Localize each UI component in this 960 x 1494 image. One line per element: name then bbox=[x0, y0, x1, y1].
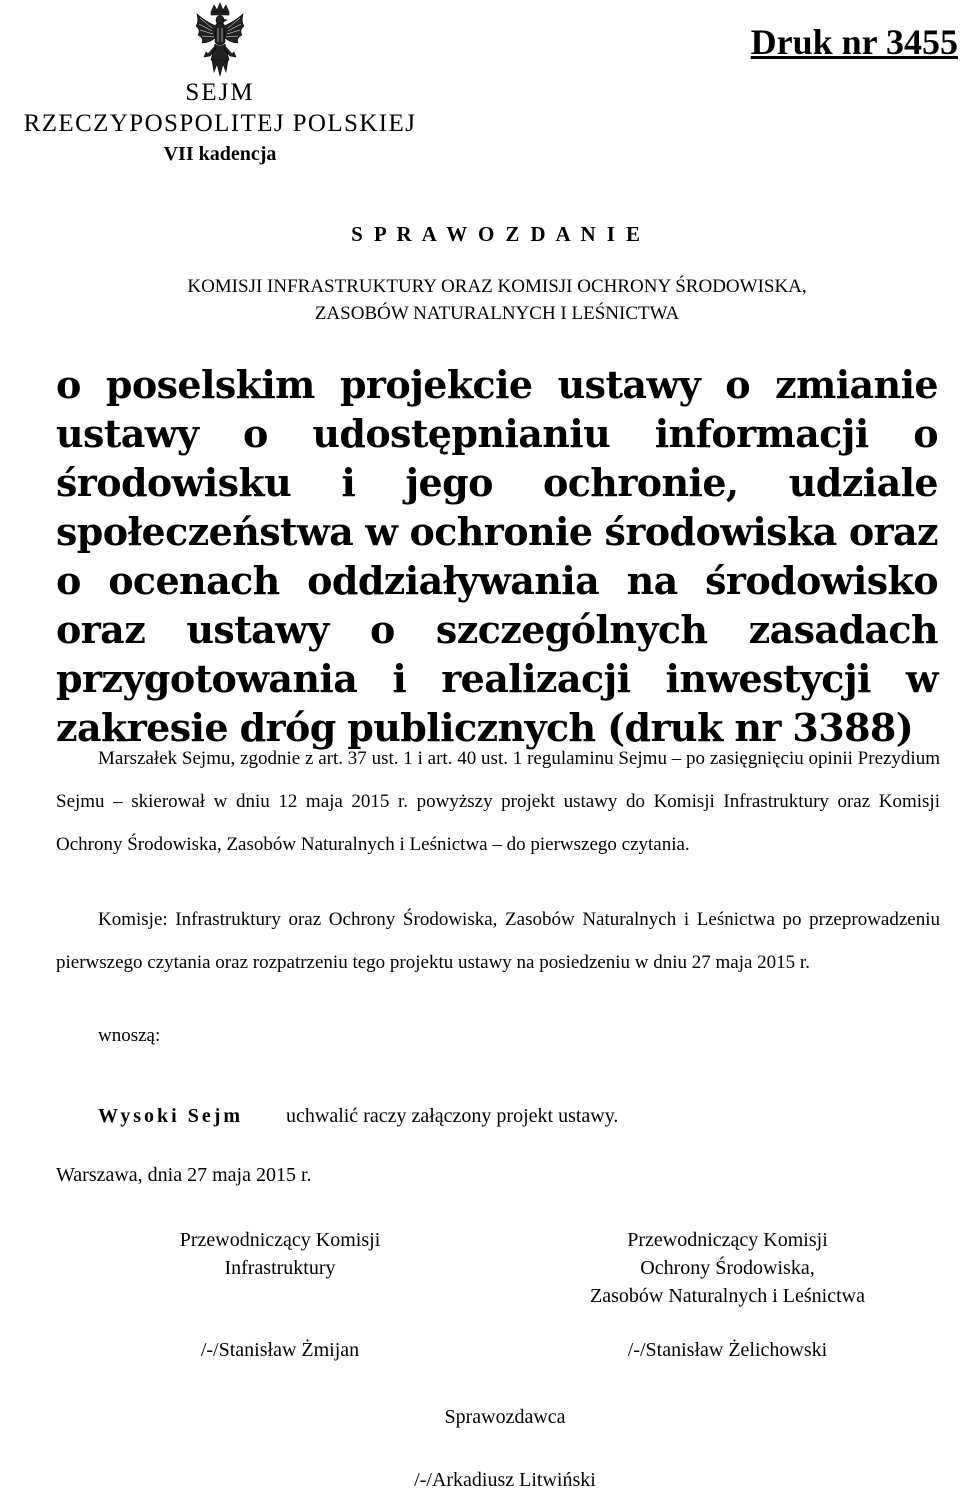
paragraph-referral: Marszałek Sejmu, zgodnie z art. 37 ust. 1 i art. 40 ust. 1 regulaminu Sejmu – po zasięgnięciu opinii Prezydium Sejmu – skierował w dniu 12 maja 2015 r. powyższy projekt ustawy do Komisji Infrastruktury oraz Komisji Ochrony Środowiska, Zasobów Naturalnych i Leśnictwa – do pierwszego czytania. bbox=[56, 748, 940, 855]
rapporteur-label: Sprawozdawca bbox=[444, 1406, 566, 1428]
right-signatory-name: /-/Stanisław Żelichowski bbox=[627, 1339, 828, 1361]
institution-country: RZECZYPOSPOLITEJ POLSKIEJ bbox=[23, 110, 417, 137]
print-number: Druk nr 3455 bbox=[750, 22, 958, 62]
right-signatory-title bbox=[540, 1226, 915, 1310]
addressee: Wysoki Sejm bbox=[98, 1105, 244, 1127]
committees-line-1: KOMISJI INFRASTRUKTURY ORAZ KOMISJI OCHRONY ŚRODOWISKA, bbox=[187, 276, 807, 297]
left-signatory-name: /-/Stanisław Żmijan bbox=[200, 1339, 360, 1361]
institution-name: SEJM bbox=[185, 79, 255, 106]
left-title-line-1: Przewodniczący Komisji bbox=[179, 1229, 381, 1251]
left-title-line-2: Infrastruktury bbox=[224, 1257, 336, 1279]
report-heading: S P R A W O Z D A N I E bbox=[351, 222, 643, 246]
right-title-line-3: Zasobów Naturalnych i Leśnictwa bbox=[590, 1285, 865, 1307]
polish-eagle-emblem bbox=[192, 2, 248, 78]
place-date: Warszawa, dnia 27 maja 2015 r. bbox=[56, 1164, 312, 1186]
bill-title: o poselskim projekcie ustawy o zmianie ustawy o udostępnianiu informacji o środowisku i jego ochronie, udziale społeczeństwa w ochronie środowiska oraz o ocenach oddziaływania na środowisko oraz ustawy o szczególnych zasadach przygotowania i realizacji inwestycji w zakresie dróg publicznych (druk nr 3388) bbox=[56, 362, 938, 750]
term-label: VII kadencja bbox=[163, 143, 277, 165]
committees-line-2: ZASOBÓW NATURALNYCH I LEŚNICTWA bbox=[314, 303, 680, 324]
motion-text: uchwalić raczy załączony projekt ustawy. bbox=[286, 1105, 619, 1127]
left-signatory-title bbox=[140, 1226, 420, 1282]
rapporteur-name: /-/Arkadiusz Litwiński bbox=[414, 1469, 596, 1491]
right-title-line-1: Przewodniczący Komisji bbox=[627, 1229, 828, 1251]
motion-label: wnoszą: bbox=[98, 1025, 161, 1046]
paragraph-committees: Komisje: Infrastruktury oraz Ochrony Środowiska, Zasobów Naturalnych i Leśnictwa po przeprowadzeniu pierwszego czytania oraz rozpatrzeniu tego projektu ustawy na posiedzeniu w dniu 27 maja 2015 r. bbox=[56, 909, 940, 973]
right-title-line-2: Ochrony Środowiska, bbox=[640, 1257, 815, 1279]
